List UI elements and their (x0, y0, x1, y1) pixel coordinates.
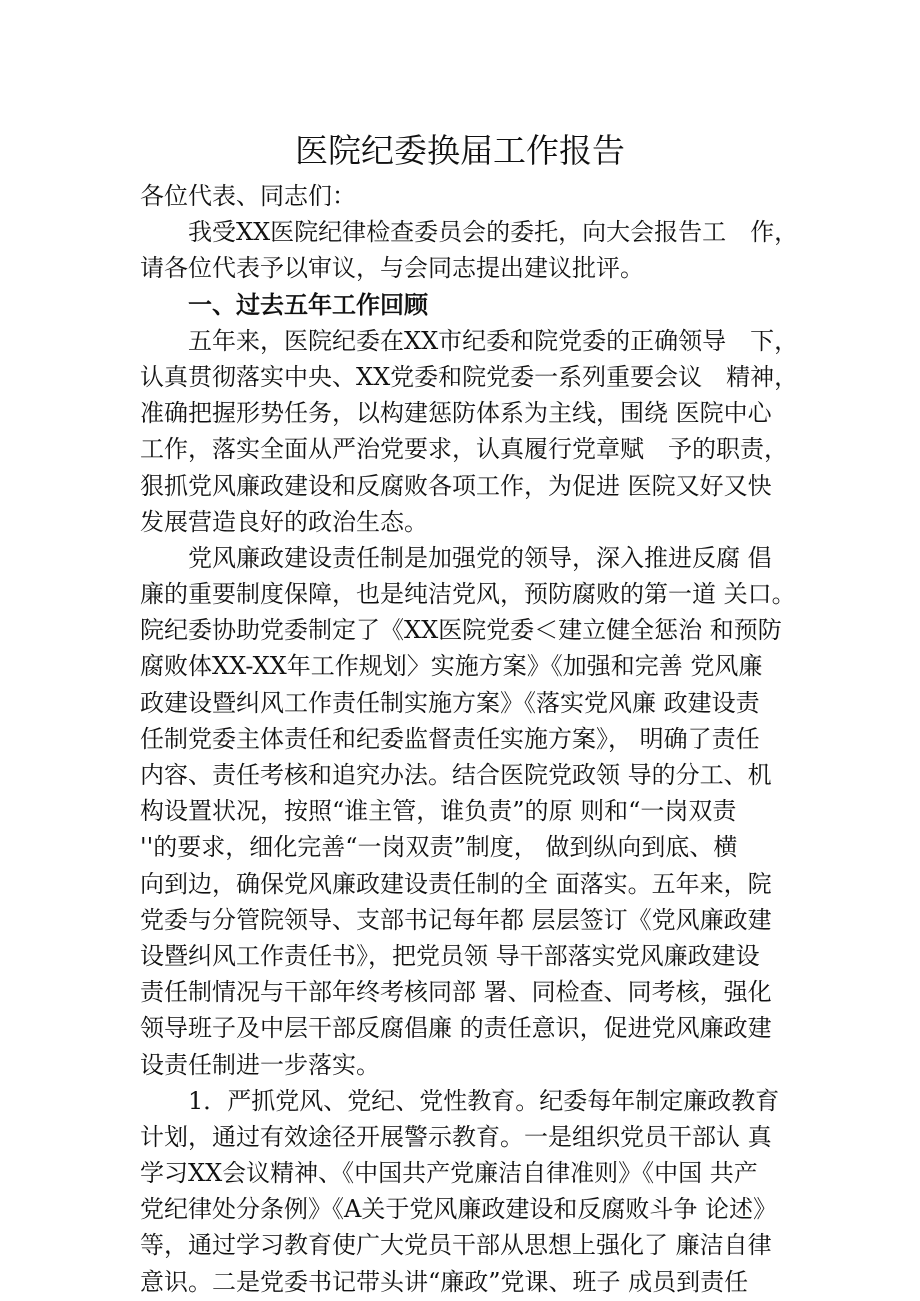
text-line: 学习XX会议精神、《中国共产党廉洁自律准则》《中国 共产 (140, 1159, 758, 1188)
text-line: 准确把握形势任务，以构建惩防体系为主线，围绕 医院中心 (140, 399, 772, 428)
text-line: 五年来，医院纪委在XX市纪委和院党委的正确领导 下， (188, 326, 799, 355)
text-line: 构设置状况，按照“谁主管，谁负责”的原 则和“一岗双责 (140, 797, 737, 826)
report-lines (140, 214, 800, 1300)
text-line: 廉的重要制度保障，也是纯洁党风，预防腐败的第一道 关口。 (140, 580, 796, 609)
text-line: 院纪委协助党委制定了《XX医院党委＜建立健全惩治 和预防 (140, 616, 782, 645)
text-line: 内容、责任考核和追究办法。结合医院党政领 导的分工、机 (140, 761, 772, 789)
text-line: 任制党委主体责任和纪委监督责任实施方案》， 明确了责任 (140, 724, 760, 753)
text-line: 工作，落实全面从严治党要求，认真履行党章赋 予的职责， (140, 435, 788, 464)
text-line: 设暨纠风工作责任书》，把党员领 导干部落实党风廉政建设 (140, 941, 760, 970)
text-line: 发展营造良好的政治生态。 (140, 507, 428, 536)
document-title: 医院纪委换届工作报告 (295, 131, 625, 170)
text-line: 1．严抓党风、党纪、党性教育。纪委每年制定廉政教育 (188, 1086, 780, 1115)
text-line: 党纪律处分条例》《A关于党风廉政建设和反腐败斗争 论述》 (140, 1195, 777, 1224)
text-line: 向到边，确保党风廉政建设责任制的全 面落实。五年来，院 (140, 869, 772, 898)
text-line: 意识。二是党委书记带头讲“廉政”党课、班子 成员到责任 (140, 1267, 749, 1296)
salutation: 各位代表、同志们： (140, 182, 356, 210)
text-line: 等，通过学习教育使广大党员干部从思想上强化了 廉洁自律 (140, 1231, 772, 1260)
text-line: ''的要求，细化完善“一岗双责”制度， 做到纵向到底、横 (140, 833, 738, 862)
text-line: 计划，通过有效途径开展警示教育。一是组织党员干部认 真 (140, 1122, 772, 1151)
text-line: 腐败体XX-XX年工作规划〉实施方案》《加强和完善 党风廉 (140, 652, 763, 681)
document-body (140, 178, 800, 1300)
text-line: 我受XX医院纪律检查委员会的委托，向大会报告工 作， (188, 218, 799, 247)
text-line: 政建设暨纠风工作责任制实施方案》《落实党风廉 政建设责 (140, 688, 760, 717)
text-line: 领导班子及中层干部反腐倡廉 的责任意识，促进党风廉政建 (140, 1014, 772, 1043)
text-line: 请各位代表予以审议，与会同志提出建议批评。 (140, 254, 644, 283)
text-line: 党委与分管院领导、支部书记每年都 层层签订《党风廉政建 (140, 905, 772, 934)
text-line: 责任制情况与干部年终考核同部 署、同检查、同考核，强化 (140, 978, 772, 1007)
text-line: 党风廉政建设责任制是加强党的领导，深入推进反腐 倡 (188, 543, 772, 572)
text-line: 设责任制进一步落实。 (140, 1050, 380, 1079)
text-line: 认真贯彻落实中央、XX党委和院党委一系列重要会议 精神， (140, 362, 799, 391)
text-line: 狠抓党风廉政建设和反腐败各项工作，为促进 医院又好又快 (140, 471, 772, 500)
section-heading: 一、过去五年工作回顾 (188, 290, 428, 319)
